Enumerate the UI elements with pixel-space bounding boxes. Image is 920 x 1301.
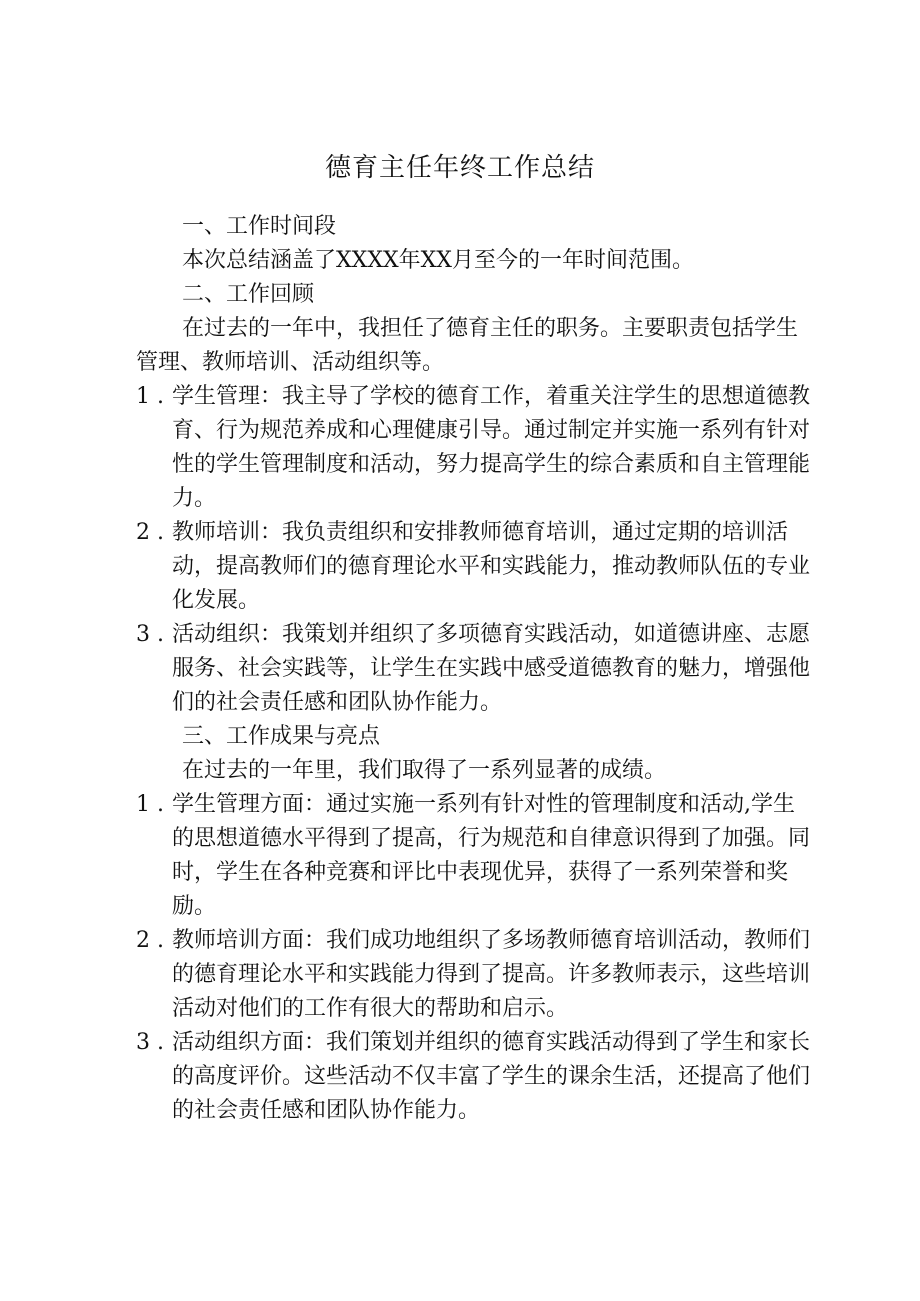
list-item	[136, 380, 816, 516]
list-item-text: 教师培训方面：我们成功地组织了多场教师德育培训活动，教师们的德育理论水平和实践能力得到了提高。许多教师表示，这些培训活动对他们的工作有很大的帮助和启示。	[172, 928, 811, 1021]
list-item-number: 2 .	[136, 520, 164, 545]
list-item	[136, 618, 816, 720]
list-item	[136, 516, 816, 618]
document-title: 德育主任年终工作总结	[324, 153, 595, 183]
list-item-number: 3 .	[136, 1030, 164, 1055]
section-paragraph: 在过去的一年里，我们取得了一系列显著的成绩。	[182, 758, 667, 783]
list-item	[136, 788, 816, 924]
list-item-number: 2 .	[136, 928, 164, 953]
document-body	[136, 210, 816, 1128]
section-heading: 三、工作成果与亮点	[182, 724, 381, 749]
list-item-text: 活动组织：我策划并组织了多项德育实践活动，如道德讲座、志愿服务、社会实践等，让学生在实践中感受道德教育的魅力，增强他们的社会责任感和团队协作能力。	[172, 622, 811, 715]
list-item	[136, 924, 816, 1026]
list-item-text: 学生管理方面：通过实施一系列有针对性的管理制度和活动,学生的思想道德水平得到了提高，行为规范和自律意识得到了加强。同时，学生在各种竞赛和评比中表现优异，获得了一系列荣誉和奖励。	[172, 792, 811, 919]
list-item-number: 1 .	[136, 792, 164, 817]
list-item	[136, 1026, 816, 1128]
section-paragraph: 在过去的一年中，我担任了德育主任的职务。主要职责包括学生管理、教师培训、活动组织等。	[136, 316, 799, 375]
list-item-text: 学生管理：我主导了学校的德育工作，着重关注学生的思想道德教育、行为规范养成和心理健康引导。通过制定并实施一系列有针对性的学生管理制度和活动，努力提高学生的综合素质和自主管理能力。	[172, 384, 811, 511]
list-item-text: 教师培训：我负责组织和安排教师德育培训，通过定期的培训活动，提高教师们的德育理论水平和实践能力，推动教师队伍的专业化发展。	[172, 520, 811, 613]
list-item-number: 1 .	[136, 384, 164, 409]
section-heading: 一、工作时间段	[182, 214, 337, 239]
section-paragraph: 本次总结涵盖了XXXX年XX月至今的一年时间范围。	[182, 248, 694, 273]
section-heading: 二、工作回顾	[182, 282, 315, 307]
list-item-text: 活动组织方面：我们策划并组织的德育实践活动得到了学生和家长的高度评价。这些活动不仅丰富了学生的课余生活，还提高了他们的社会责任感和团队协作能力。	[172, 1030, 811, 1123]
list-item-number: 3 .	[136, 622, 164, 647]
